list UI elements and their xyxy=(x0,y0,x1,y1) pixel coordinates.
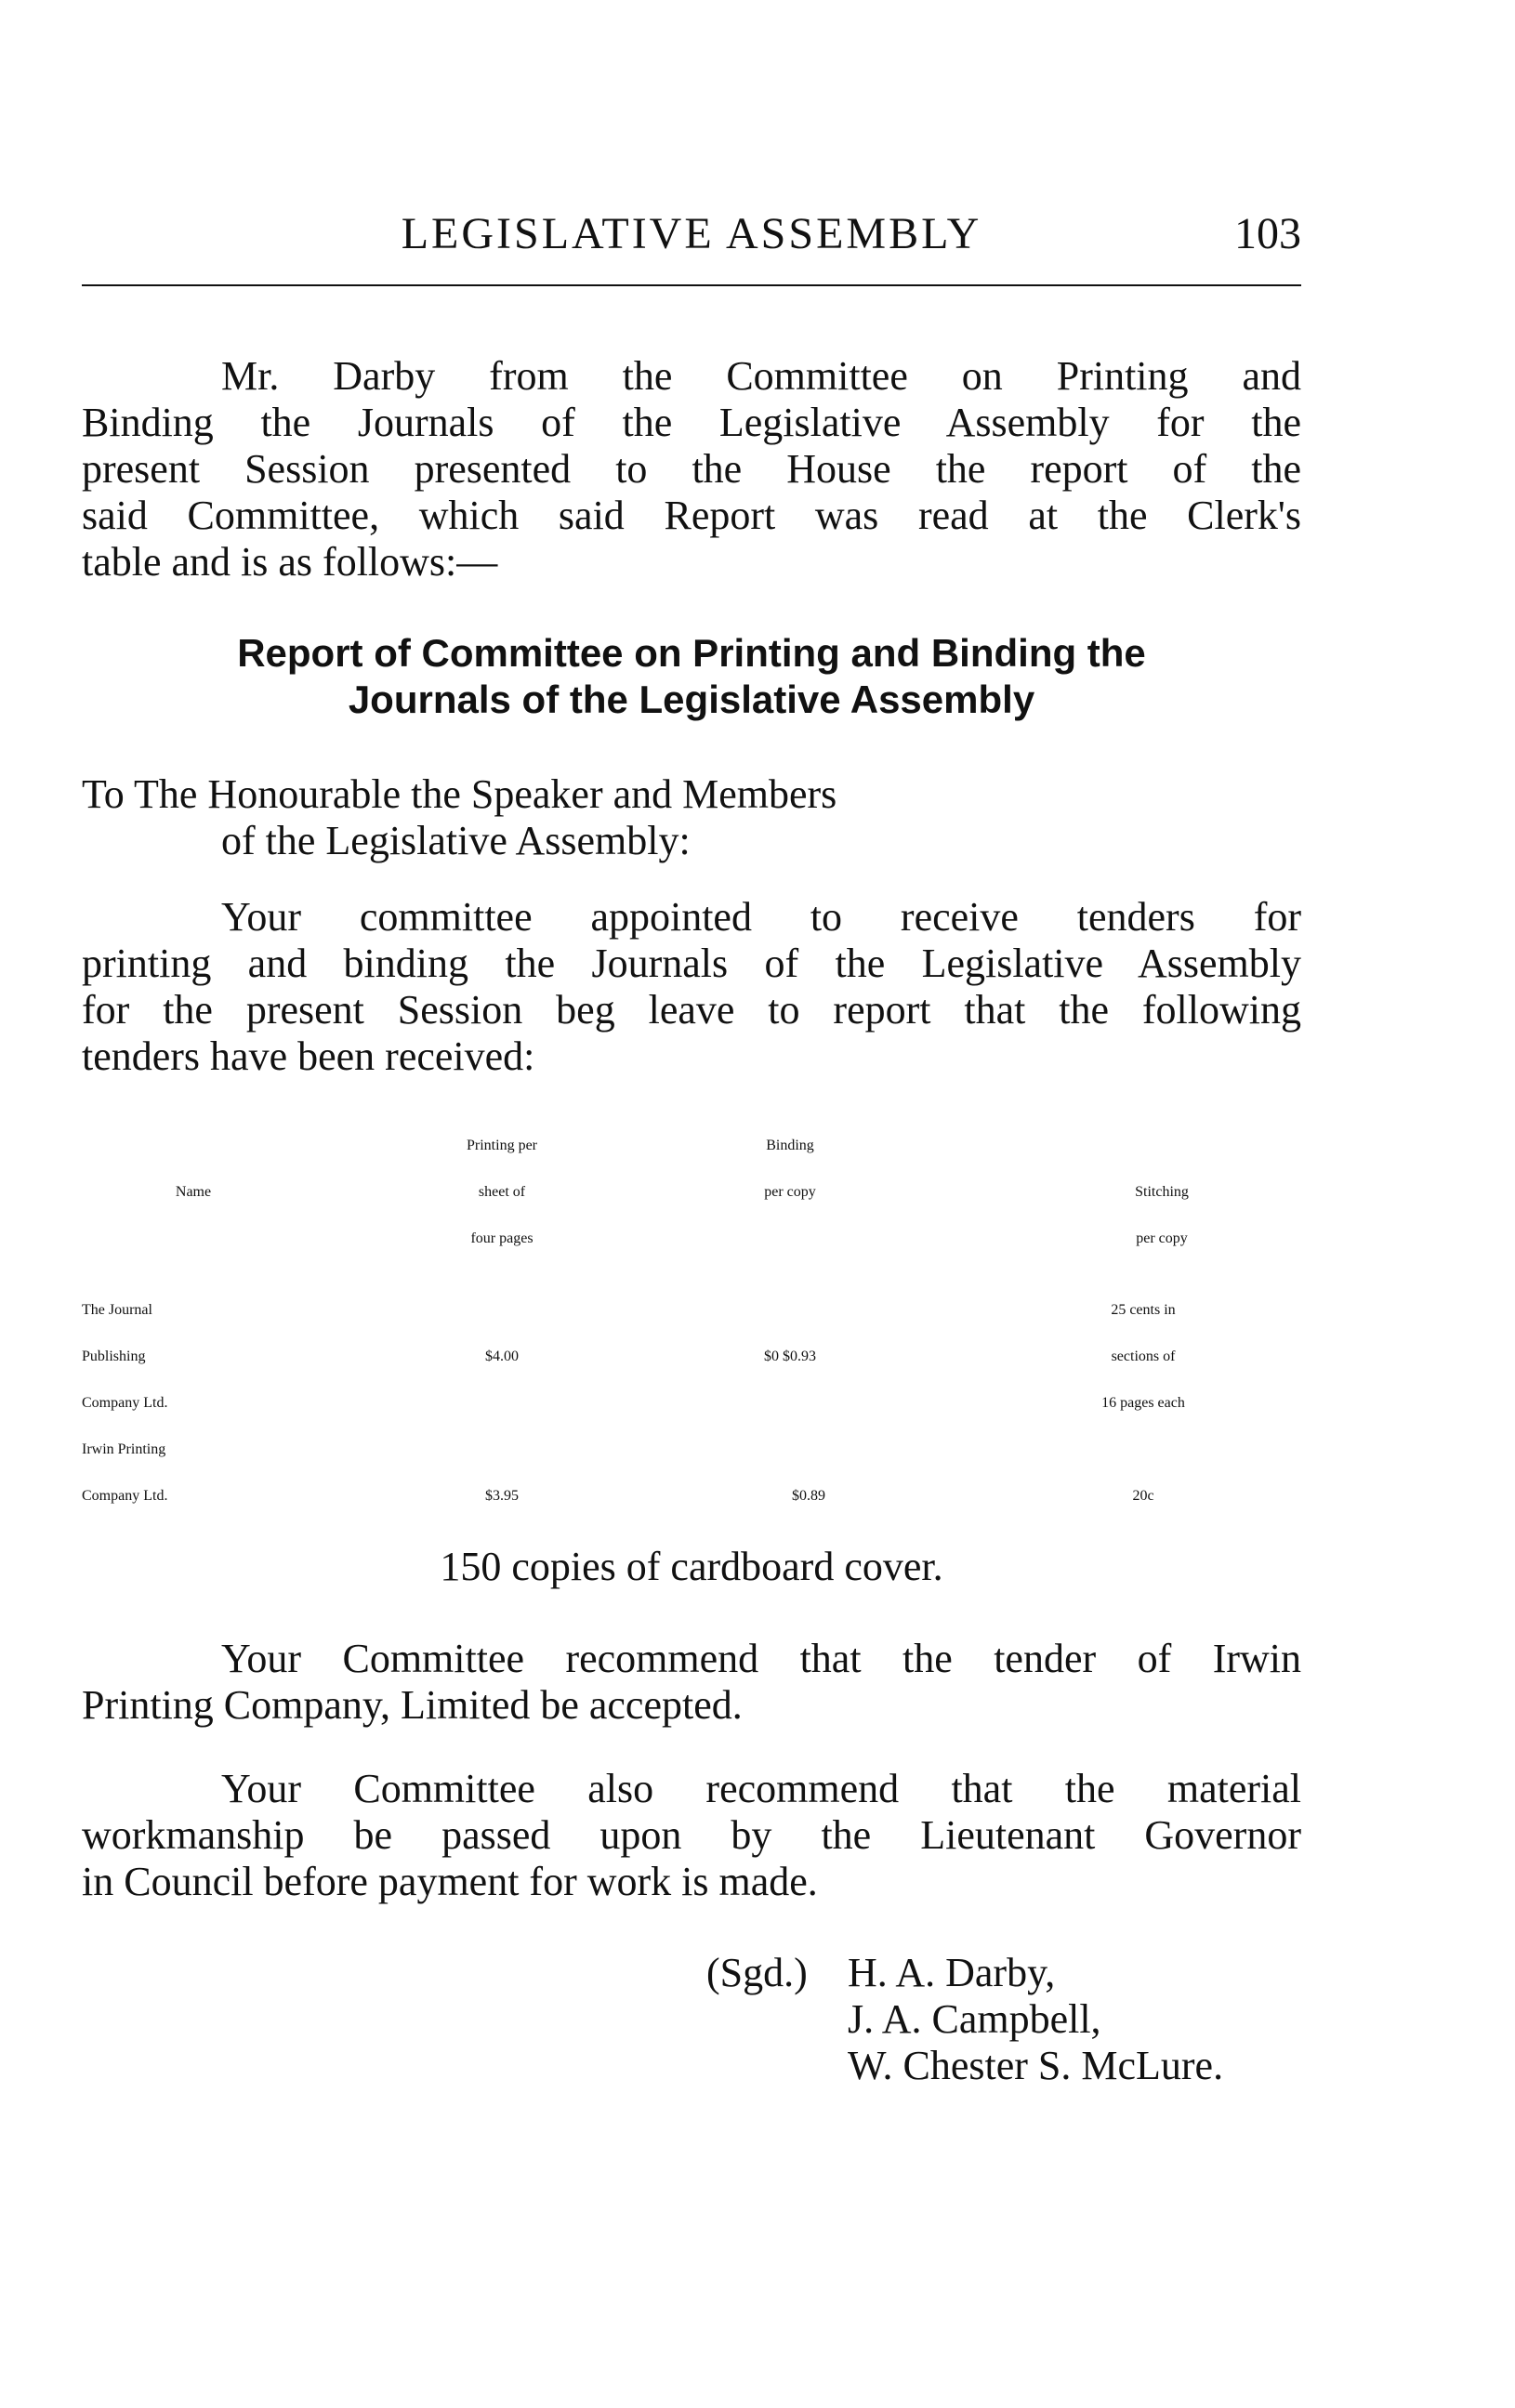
report-heading-line: Report of Committee on Printing and Binding the xyxy=(237,631,1146,675)
row-2-stitching: 20c xyxy=(1132,1488,1154,1504)
recommend-line: Your Committee also recommend that the material xyxy=(221,1766,1301,1811)
recommend-line: Your Committee recommend that the tender of Irwin xyxy=(221,1636,1301,1681)
row-1-binding: $0 $0.93 xyxy=(764,1349,816,1364)
recommendation-paragraph-1 xyxy=(82,1636,1301,1729)
tender-line: printing and binding the Journals of the Legislative Assembly xyxy=(82,941,1301,986)
stitching-line: 25 cents in xyxy=(1111,1302,1176,1318)
header-name: Name xyxy=(175,1184,212,1200)
header-stitching-line: per copy xyxy=(1136,1230,1188,1246)
intro-line: said Committee, which said Report was read at the Clerk's xyxy=(82,493,1301,538)
signature-name: J. A. Campbell, xyxy=(848,1996,1101,2042)
row-1-printing: $4.00 xyxy=(485,1349,519,1364)
name-line: Company Ltd. xyxy=(82,1395,168,1411)
header-printing-line: sheet of xyxy=(478,1184,526,1200)
table-footnote: 150 copies of cardboard cover. xyxy=(440,1544,943,1589)
signature-prefix: (Sgd.) xyxy=(706,1950,808,1995)
page-number: 103 xyxy=(1234,209,1301,258)
intro-line: Mr. Darby from the Committee on Printing and xyxy=(221,353,1301,399)
address-block xyxy=(82,771,837,864)
stitching-line: sections of xyxy=(1111,1349,1176,1364)
report-heading-line: Journals of the Legislative Assembly xyxy=(348,678,1035,721)
name-line: Company Ltd. xyxy=(82,1488,168,1504)
tender-line: for the present Session beg leave to report that the following xyxy=(82,987,1301,1033)
header-stitching xyxy=(1022,1169,1301,1262)
intro-line: table and is as follows:— xyxy=(82,539,498,585)
header-rule xyxy=(82,284,1301,286)
recommendation-paragraph-2 xyxy=(82,1766,1301,1905)
header-stitching-line: Stitching xyxy=(1135,1184,1189,1200)
row-1-stitching xyxy=(985,1287,1301,1427)
tender-paragraph xyxy=(82,894,1301,1080)
intro-paragraph xyxy=(82,353,1301,586)
row-2-binding: $0.89 xyxy=(792,1488,825,1504)
running-title: LEGISLATIVE ASSEMBLY xyxy=(401,209,982,258)
header-printing xyxy=(362,1123,641,1262)
signature-name: H. A. Darby, xyxy=(848,1950,1056,1995)
stitching-line: 16 pages each xyxy=(1101,1395,1185,1411)
row-2-printing: $3.95 xyxy=(485,1488,519,1504)
intro-line: Binding the Journals of the Legislative Assembly for the xyxy=(82,400,1301,445)
header-binding-line: per copy xyxy=(764,1184,816,1200)
row-1-name xyxy=(82,1287,167,1427)
tender-line: tenders have been received: xyxy=(82,1033,535,1079)
name-line: Irwin Printing xyxy=(82,1441,166,1457)
name-line: Publishing xyxy=(82,1349,146,1364)
report-heading xyxy=(82,630,1301,723)
header-binding xyxy=(669,1123,911,1216)
header-printing-line: four pages xyxy=(470,1230,534,1246)
header-binding-line: Binding xyxy=(766,1138,814,1153)
page-header xyxy=(82,208,1301,264)
recommend-line: Printing Company, Limited be accepted. xyxy=(82,1682,743,1728)
row-2-name xyxy=(82,1427,167,1520)
signature-names xyxy=(848,1950,1223,2089)
address-line: of the Legislative Assembly: xyxy=(221,818,691,863)
address-line: To The Honourable the Speaker and Members xyxy=(82,771,837,817)
name-line: The Journal xyxy=(82,1302,152,1318)
tender-line: Your committee appointed to receive tenders for xyxy=(221,894,1301,940)
intro-line: present Session presented to the House the report of the xyxy=(82,446,1301,492)
recommend-line: in Council before payment for work is made. xyxy=(82,1859,818,1904)
signature-name: W. Chester S. McLure. xyxy=(848,2043,1224,2088)
header-printing-line: Printing per xyxy=(467,1138,537,1153)
recommend-line: workmanship be passed upon by the Lieutenant Governor xyxy=(82,1812,1301,1858)
